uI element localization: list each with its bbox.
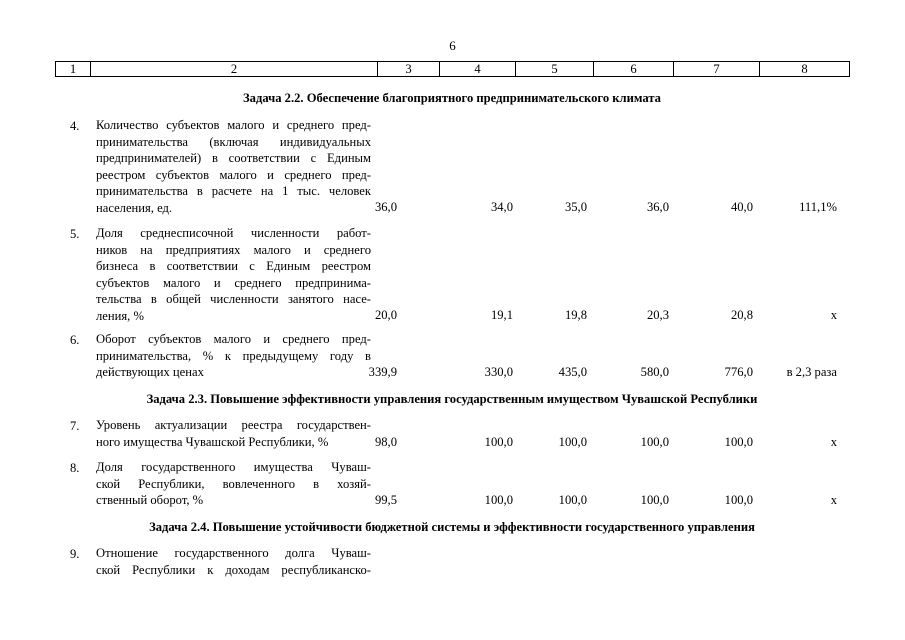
description-line: ного имущества Чувашской Республики, % <box>96 434 329 449</box>
value-col-8: x <box>830 493 837 507</box>
row-number: 4. <box>70 119 80 133</box>
row-description <box>96 331 371 381</box>
row-description <box>96 459 371 509</box>
description-line: Отношение государственного долга Чуваш- <box>96 546 371 560</box>
row-number: 5. <box>70 227 80 241</box>
description-line: принимательства, % к предыдущему году в <box>96 348 371 363</box>
value-col-4: 34,0 <box>490 200 513 214</box>
description-line: принимательства (включая индивидуальных <box>96 134 371 149</box>
value-col-6: 20,3 <box>646 308 669 322</box>
description-line: ской Республики, вовлеченного в хозяй- <box>96 476 371 491</box>
value-col-7: 100,0 <box>724 493 753 507</box>
value-col-3: 99,5 <box>374 493 397 507</box>
row-description <box>96 545 371 578</box>
description-line: ления, % <box>96 308 144 323</box>
description-line: действующих ценах <box>96 365 204 379</box>
value-col-6: 36,0 <box>646 200 669 214</box>
value-col-4: 19,1 <box>490 308 513 322</box>
column-header-1: 1 <box>56 62 91 77</box>
description-line: населения, ед. <box>96 200 173 215</box>
value-col-7: 40,0 <box>730 200 753 214</box>
row-number: 6. <box>70 333 80 347</box>
description-line: Оборот субъектов малого и среднего пред- <box>96 332 371 346</box>
description-line: тельства в общей численности занятого насе- <box>96 292 371 306</box>
value-col-4: 100,0 <box>484 493 513 507</box>
column-header-2: 2 <box>91 62 378 77</box>
value-col-8: 111,1% <box>799 200 837 214</box>
description-line: бизнеса в соответствии с Единым реестром <box>96 259 371 273</box>
description-line: реестром субъектов малого и среднего пред- <box>96 167 371 182</box>
description-line: субъектов малого и среднего предпринима- <box>96 275 371 290</box>
row-number: 9. <box>70 547 80 561</box>
column-header-4: 4 <box>440 62 516 77</box>
page-number: 6 <box>449 38 456 53</box>
row-description <box>96 117 371 216</box>
value-col-8: в 2,3 раза <box>786 365 837 379</box>
row-number: 8. <box>70 461 80 475</box>
value-col-3: 339,9 <box>368 365 397 379</box>
description-line: Количество субъектов малого и среднего пред- <box>96 118 371 132</box>
description-line: ской Республики к доходам республиканско- <box>96 562 371 577</box>
description-line: ственный оборот, % <box>96 493 204 507</box>
description-line: Доля среднесписочной численности работ- <box>96 226 371 240</box>
task-heading: Задача 2.2. Обеспечение благоприятного предпринимательского климата <box>243 91 661 105</box>
column-header-8: 8 <box>760 62 850 77</box>
description-line: принимательства в расчете на 1 тыс. человек <box>96 184 371 198</box>
description-line: Доля государственного имущества Чуваш- <box>96 460 371 474</box>
value-col-6: 100,0 <box>640 493 669 507</box>
value-col-5: 100,0 <box>558 435 587 449</box>
value-col-5: 435,0 <box>558 365 587 379</box>
column-header-row <box>55 61 850 77</box>
value-col-6: 580,0 <box>640 365 669 379</box>
value-col-4: 330,0 <box>484 365 513 379</box>
row-description <box>96 417 371 450</box>
value-col-6: 100,0 <box>640 435 669 449</box>
description-line: ников на предприятиях малого и среднего <box>96 242 371 257</box>
value-col-3: 98,0 <box>374 435 397 449</box>
value-col-8: x <box>830 308 837 322</box>
value-col-7: 776,0 <box>724 365 753 379</box>
column-header-6: 6 <box>594 62 674 77</box>
value-col-4: 100,0 <box>484 435 513 449</box>
value-col-5: 100,0 <box>558 493 587 507</box>
value-col-5: 19,8 <box>564 308 587 322</box>
column-header-7: 7 <box>674 62 760 77</box>
value-col-3: 36,0 <box>374 200 397 214</box>
column-header-3: 3 <box>378 62 440 77</box>
column-header-5: 5 <box>516 62 594 77</box>
description-line: Уровень актуализации реестра государствен- <box>96 418 371 432</box>
value-col-8: x <box>830 435 837 449</box>
value-col-7: 20,8 <box>730 308 753 322</box>
value-col-5: 35,0 <box>564 200 587 214</box>
value-col-3: 20,0 <box>374 308 397 322</box>
row-description <box>96 225 371 324</box>
task-heading: Задача 2.4. Повышение устойчивости бюджетной системы и эффективности государственного управления <box>149 520 755 534</box>
row-number: 7. <box>70 419 80 433</box>
value-col-7: 100,0 <box>724 435 753 449</box>
task-heading: Задача 2.3. Повышение эффективности управления государственным имуществом Чувашской Республики <box>146 392 758 406</box>
description-line: предпринимателей) в соответствии с Единым <box>96 151 371 165</box>
